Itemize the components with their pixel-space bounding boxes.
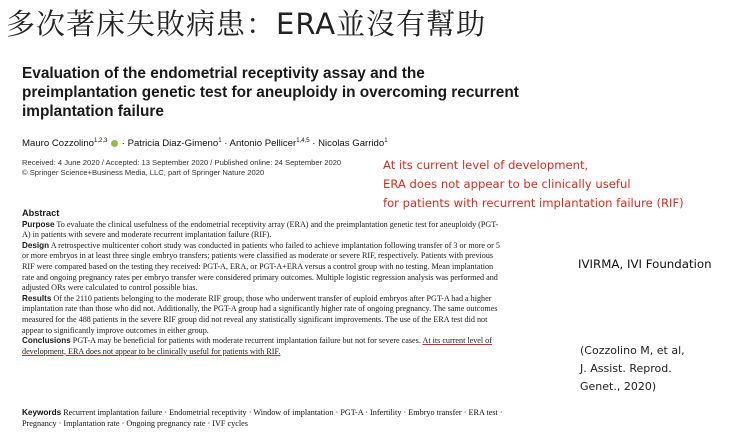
annotation-line: At its current level of development, xyxy=(383,158,589,172)
copyright-line: © Springer Science+Business Media, LLC, part of Springer Nature 2020 xyxy=(22,168,265,177)
paper-title: Evaluation of the endometrial receptivity assay and the preimplantation genetic test for aneuploidy in overcoming recurrent implantation failure xyxy=(22,65,519,120)
abstract-design xyxy=(22,241,506,294)
conclusions-underlined-text: At its current level of development, ERA does not appear to be clinically useful for patients with RIF. xyxy=(22,336,492,356)
author-affiliation: 1 xyxy=(218,138,222,144)
author-affiliation: 1 xyxy=(384,138,388,144)
design-text: A retrospective multicenter cohort study was conducted in patients who failed to achieve implantation following transfer of 3 or more or 5 or more embryos in at least three single embryo transfers; patients were classified as moderate or severe RIF, respectively. Patients with previous RIF were compared based on the testing they received: PGT-A, ERA, or PGT-A+ERA versus a control group with no testing. Mean implantation rate and ongoing pregnancy rates per embryo transfer were considered primary outcomes. Multiple logistic regression analysis was performed and adjusted ORs were calculated to control possible bias. xyxy=(22,240,500,293)
orcid-icon xyxy=(111,140,118,147)
design-label: Design xyxy=(22,240,50,250)
citation xyxy=(580,342,685,396)
annotation-line: for patients with recurrent implantation failure (RIF) xyxy=(383,196,684,210)
dates-line: Received: 4 June 2020 / Accepted: 13 September 2020 / Published online: 24 September 2020 xyxy=(22,158,342,167)
keywords-text: Recurrent implantation failure · Endometrial receptivity · Window of implantation · PGT-A · Infertility · Embryo transfer · ERA test · Pregnancy · Implantation rate · Ongoing pregnancy rate · IVF cycles xyxy=(22,408,503,428)
conclusions-label: Conclusions xyxy=(22,336,71,346)
purpose-label: Purpose xyxy=(22,219,55,229)
author-affiliation: 1,4,5 xyxy=(296,138,310,144)
slide-title: 多次著床失敗病患：ERA並沒有幫助 xyxy=(6,7,487,41)
publication-dates xyxy=(22,158,341,178)
abstract-purpose xyxy=(22,220,506,241)
author-list: Mauro Cozzolino$^{1,2,3}$ · Patricia Diaz-Gimeno$^1$ · Antonio Pellicer$^{1,4,5}$ · Nicolas Garrido$^1$ xyxy=(22,138,388,150)
organization-label: IVIRMA, IVI Foundation xyxy=(578,257,712,271)
results-label: Results xyxy=(22,293,52,303)
citation-line: (Cozzolino M, et al, xyxy=(580,344,685,357)
author-name: Patricia Diaz-Gimeno xyxy=(127,138,219,150)
results-text: Of the 2110 patients belonging to the moderate RIF group, those who underwent transfer of euploid embryos after PGT-A had a higher implantation rate than those who did not. Additionally, the PGT-A group had a significantly higher rate of ongoing pregnancy. The same outcomes measured for the 488 patients in the severe RIF group did not reveal any statistically significant improvements. The use of the ERA test did not appear to significantly improve outcomes in either group. xyxy=(22,293,498,335)
red-annotation xyxy=(383,156,684,213)
abstract-block xyxy=(22,208,506,357)
author-name: Antonio Pellicer xyxy=(229,138,297,150)
abstract-heading: Abstract xyxy=(22,208,60,218)
keywords-label: Keywords xyxy=(22,408,62,417)
citation-line: Genet., 2020) xyxy=(580,380,657,393)
purpose-text: To evaluate the clinical usefulness of the endometrial receptivity array (ERA) and the preimplantation genetic test for aneuploidy (PGT-A) in patients with severe and moderate recurrent implantation failure (RIF). xyxy=(22,219,499,240)
abstract-conclusions xyxy=(22,336,506,357)
conclusions-text: PGT-A may be beneficial for patients with moderate recurrent implantation failure but not for severe cases. xyxy=(72,336,421,346)
author-affiliation: 1,2,3 xyxy=(94,138,108,144)
abstract-results xyxy=(22,294,506,336)
keywords-block xyxy=(22,408,522,429)
author-name: Nicolas Garrido xyxy=(318,138,385,150)
author-name: Mauro Cozzolino xyxy=(22,138,94,150)
annotation-line: ERA does not appear to be clinically useful xyxy=(383,177,631,191)
citation-line: J. Assist. Reprod. xyxy=(580,362,672,375)
